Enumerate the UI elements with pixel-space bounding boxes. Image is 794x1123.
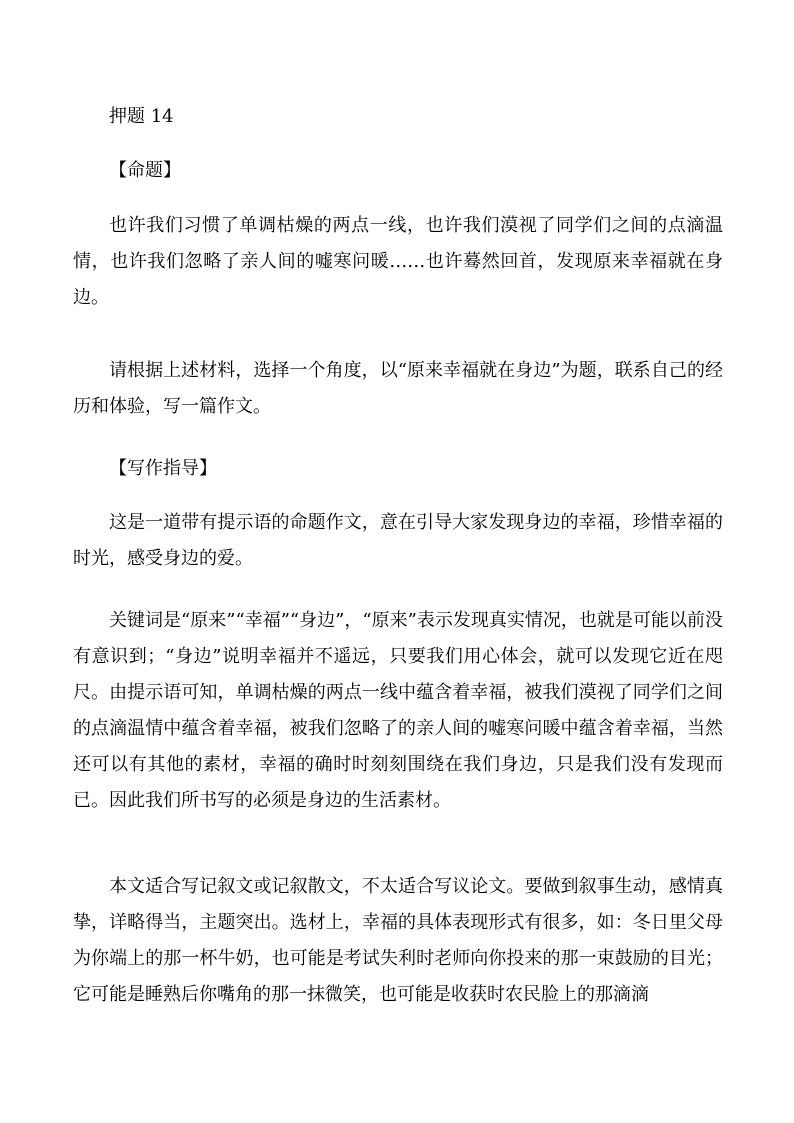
section-heading-prompt: 【命题】	[109, 160, 181, 181]
instruction-paragraph: 请根据上述材料，选择一个角度，以“原来幸福就在身边”为题，联系自己的经历和体验，写一篇作文。	[73, 360, 723, 417]
guidance-paragraph-3: 本文适合写记叙文或记叙散文，不太适合写议论文。要做到叙事生动，感情真挚，详略得当，主题突出。选材上，幸福的具体表现形式有很多，如：冬日里父母为你端上的那一杯牛奶，也可能是考试失利时老师向你投来的那一束鼓励的目光；它可能是睡熟后你嘴角的那一抹微笑，也可能是收获时农民脸上的那滴滴	[73, 876, 723, 1005]
guidance-paragraph-1: 这是一道带有提示语的命题作文，意在引导大家发现身边的幸福，珍惜幸福的时光，感受身边的爱。	[73, 512, 723, 569]
section-heading-guidance: 【写作指导】	[109, 458, 217, 479]
document-title: 押题 14	[109, 106, 174, 127]
prompt-paragraph: 也许我们习惯了单调枯燥的两点一线，也许我们漠视了同学们之间的点滴温情，也许我们忽略了亲人间的嘘寒问暖……也许蓦然回首，发现原来幸福就在身边。	[73, 215, 723, 308]
guidance-paragraph-2: 关键词是“原来”“幸福”“身边”，“原来”表示发现真实情况，也就是可能以前没有意识到；“身边”说明幸福并不遥远，只要我们用心体会，就可以发现它近在咫尺。由提示语可知，单调枯燥的两点一线中蕴含着幸福，被我们漠视了同学们之间的点滴温情中蕴含着幸福，被我们忽略了的亲人间的嘘寒问暖中蕴含着幸福，当然还可以有其他的素材，幸福的确时时刻刻围绕在我们身边，只是我们没有发现而已。因此我们所书写的必须是身边的生活素材。	[73, 610, 723, 811]
